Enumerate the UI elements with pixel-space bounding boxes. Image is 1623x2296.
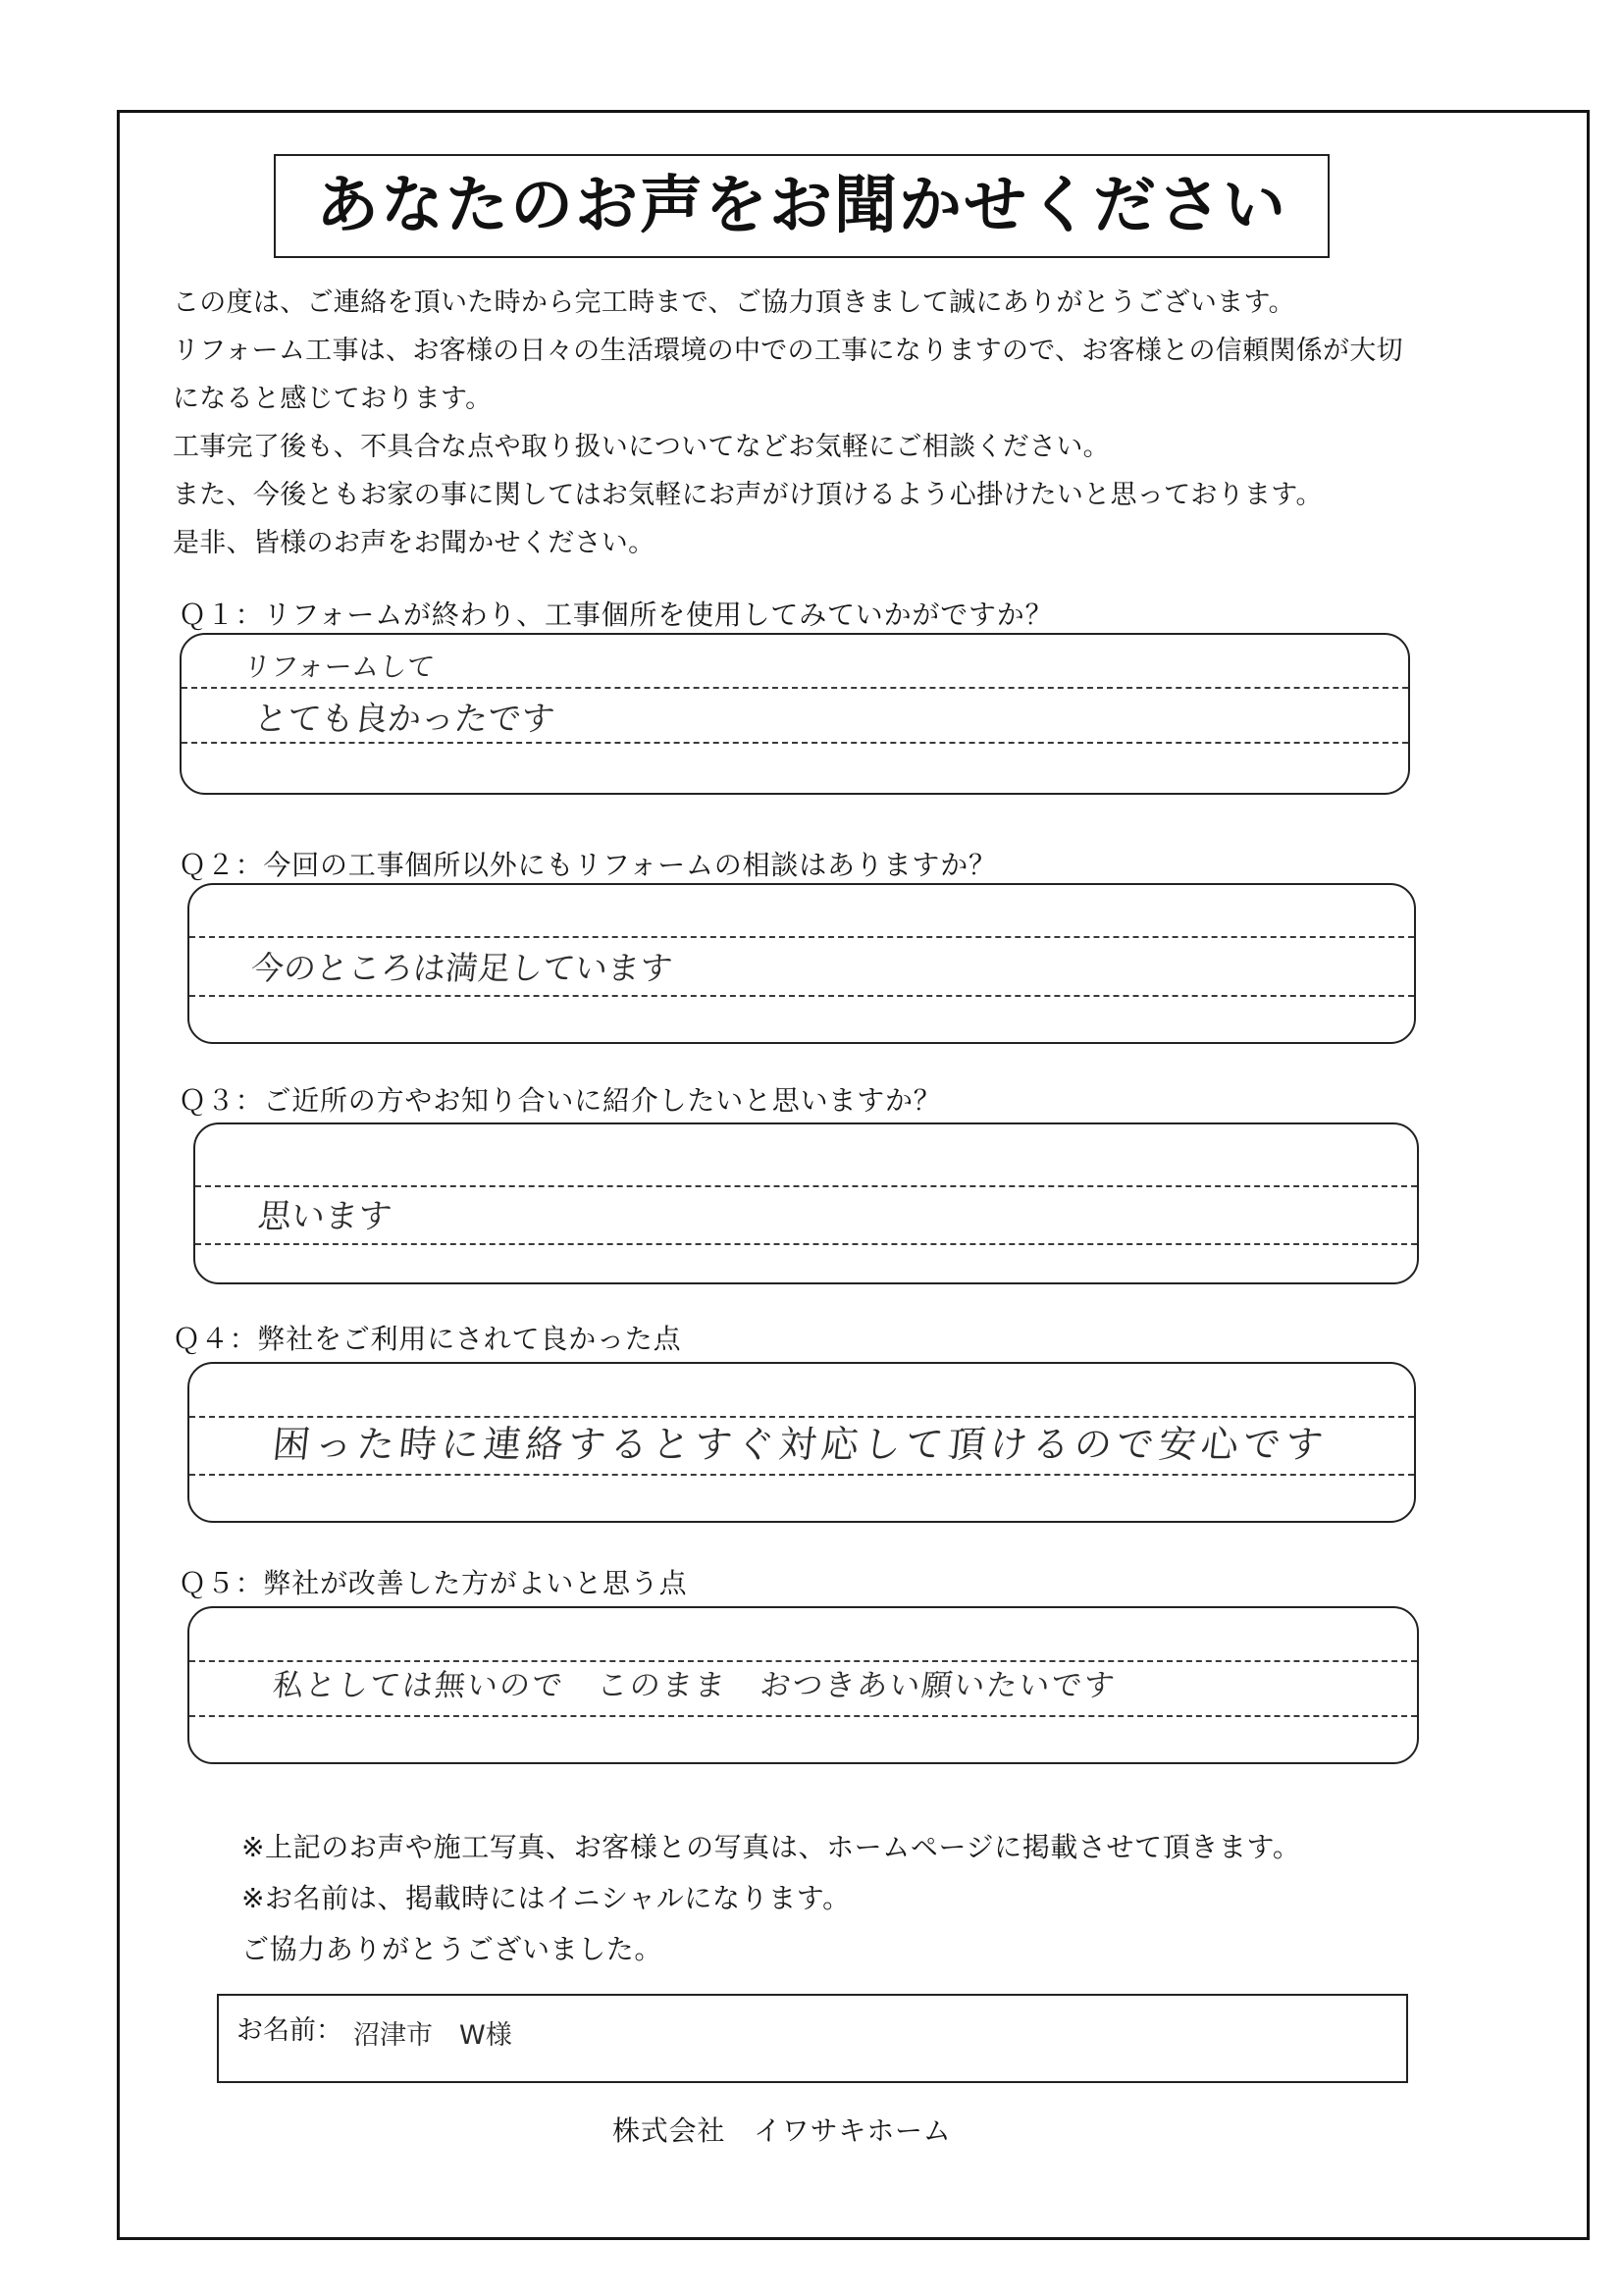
question-label-q1: Ｑ１：リフォームが終わり、工事個所を使用してみていかがですか？ xyxy=(179,599,1054,631)
page-title: あなたのお声をお聞かせください xyxy=(316,169,1287,242)
handwritten-answer-q3: 思います xyxy=(255,1197,394,1236)
note-line: ※上記のお声や施工写真、お客様との写真は、ホームページに掲載させて頂きます。 xyxy=(241,1831,1301,1863)
intro-line: になると感じております。 xyxy=(173,384,493,414)
answer-guide-line xyxy=(189,1660,1417,1662)
answer-box-q1 xyxy=(180,633,1410,795)
handwritten-answer-q1-line1: リフォームして xyxy=(241,651,437,683)
question-label-q5: Ｑ５：弊社が改善した方がよいと思う点 xyxy=(179,1567,688,1599)
answer-box-q2 xyxy=(187,883,1416,1044)
name-box xyxy=(217,1994,1408,2083)
answer-guide-line xyxy=(189,1416,1414,1418)
intro-line: 是非、皆様のお声をお聞かせください。 xyxy=(173,528,655,558)
handwritten-answer-q5: 私としては無いので このまま おつきあい願いたいです xyxy=(271,1668,1119,1703)
answer-guide-line xyxy=(189,995,1414,997)
handwritten-answer-q4: 困った時に連絡するとすぐ対応して頂けるので安心です xyxy=(270,1423,1331,1466)
handwritten-answer-q2: 今のところは満足しています xyxy=(249,949,675,987)
answer-guide-line xyxy=(189,936,1414,938)
intro-line: また、今後ともお家の事に関してはお気軽にお声がけ頂けるよう心掛けたいと思っております。 xyxy=(173,480,1323,510)
intro-line: リフォーム工事は、お客様の日々の生活環境の中での工事になりますので、お客様との信頼関係が大切 xyxy=(173,336,1403,366)
title-box xyxy=(274,154,1330,258)
question-label-q2: Ｑ２：今回の工事個所以外にもリフォームの相談はありますか？ xyxy=(179,849,997,881)
handwritten-answer-q1-line2: とても良かったです xyxy=(251,700,557,739)
intro-paragraph xyxy=(173,279,1576,567)
answer-box-q3 xyxy=(193,1122,1419,1284)
answer-guide-line xyxy=(182,742,1408,744)
answer-guide-line xyxy=(195,1243,1417,1245)
question-label-q4: Ｑ４：弊社をご利用にされて良かった点 xyxy=(173,1323,682,1355)
note-line: ご協力ありがとうございました。 xyxy=(241,1933,663,1965)
answer-guide-line xyxy=(189,1474,1414,1476)
intro-line: この度は、ご連絡を頂いた時から完工時まで、ご協力頂きまして誠にありがとうございます。 xyxy=(173,287,1295,318)
name-label: お名前： xyxy=(236,2015,342,2046)
notes-block xyxy=(241,1822,1556,1975)
answer-box-q4 xyxy=(187,1362,1416,1523)
answer-guide-line xyxy=(195,1185,1417,1187)
question-label-q3: Ｑ３：ご近所の方やお知り合いに紹介したいと思いますか？ xyxy=(179,1084,942,1117)
answer-guide-line xyxy=(189,1715,1417,1717)
company-name: 株式会社 イワサキホーム xyxy=(612,2114,952,2147)
name-value: 沼津市 W様 xyxy=(353,2020,512,2051)
intro-line: 工事完了後も、不具合な点や取り扱いについてなどお気軽にご相談ください。 xyxy=(173,432,1110,462)
answer-guide-line xyxy=(182,687,1408,689)
note-line: ※お名前は、掲載時にはイニシャルになります。 xyxy=(241,1882,851,1914)
answer-box-q5 xyxy=(187,1606,1419,1764)
